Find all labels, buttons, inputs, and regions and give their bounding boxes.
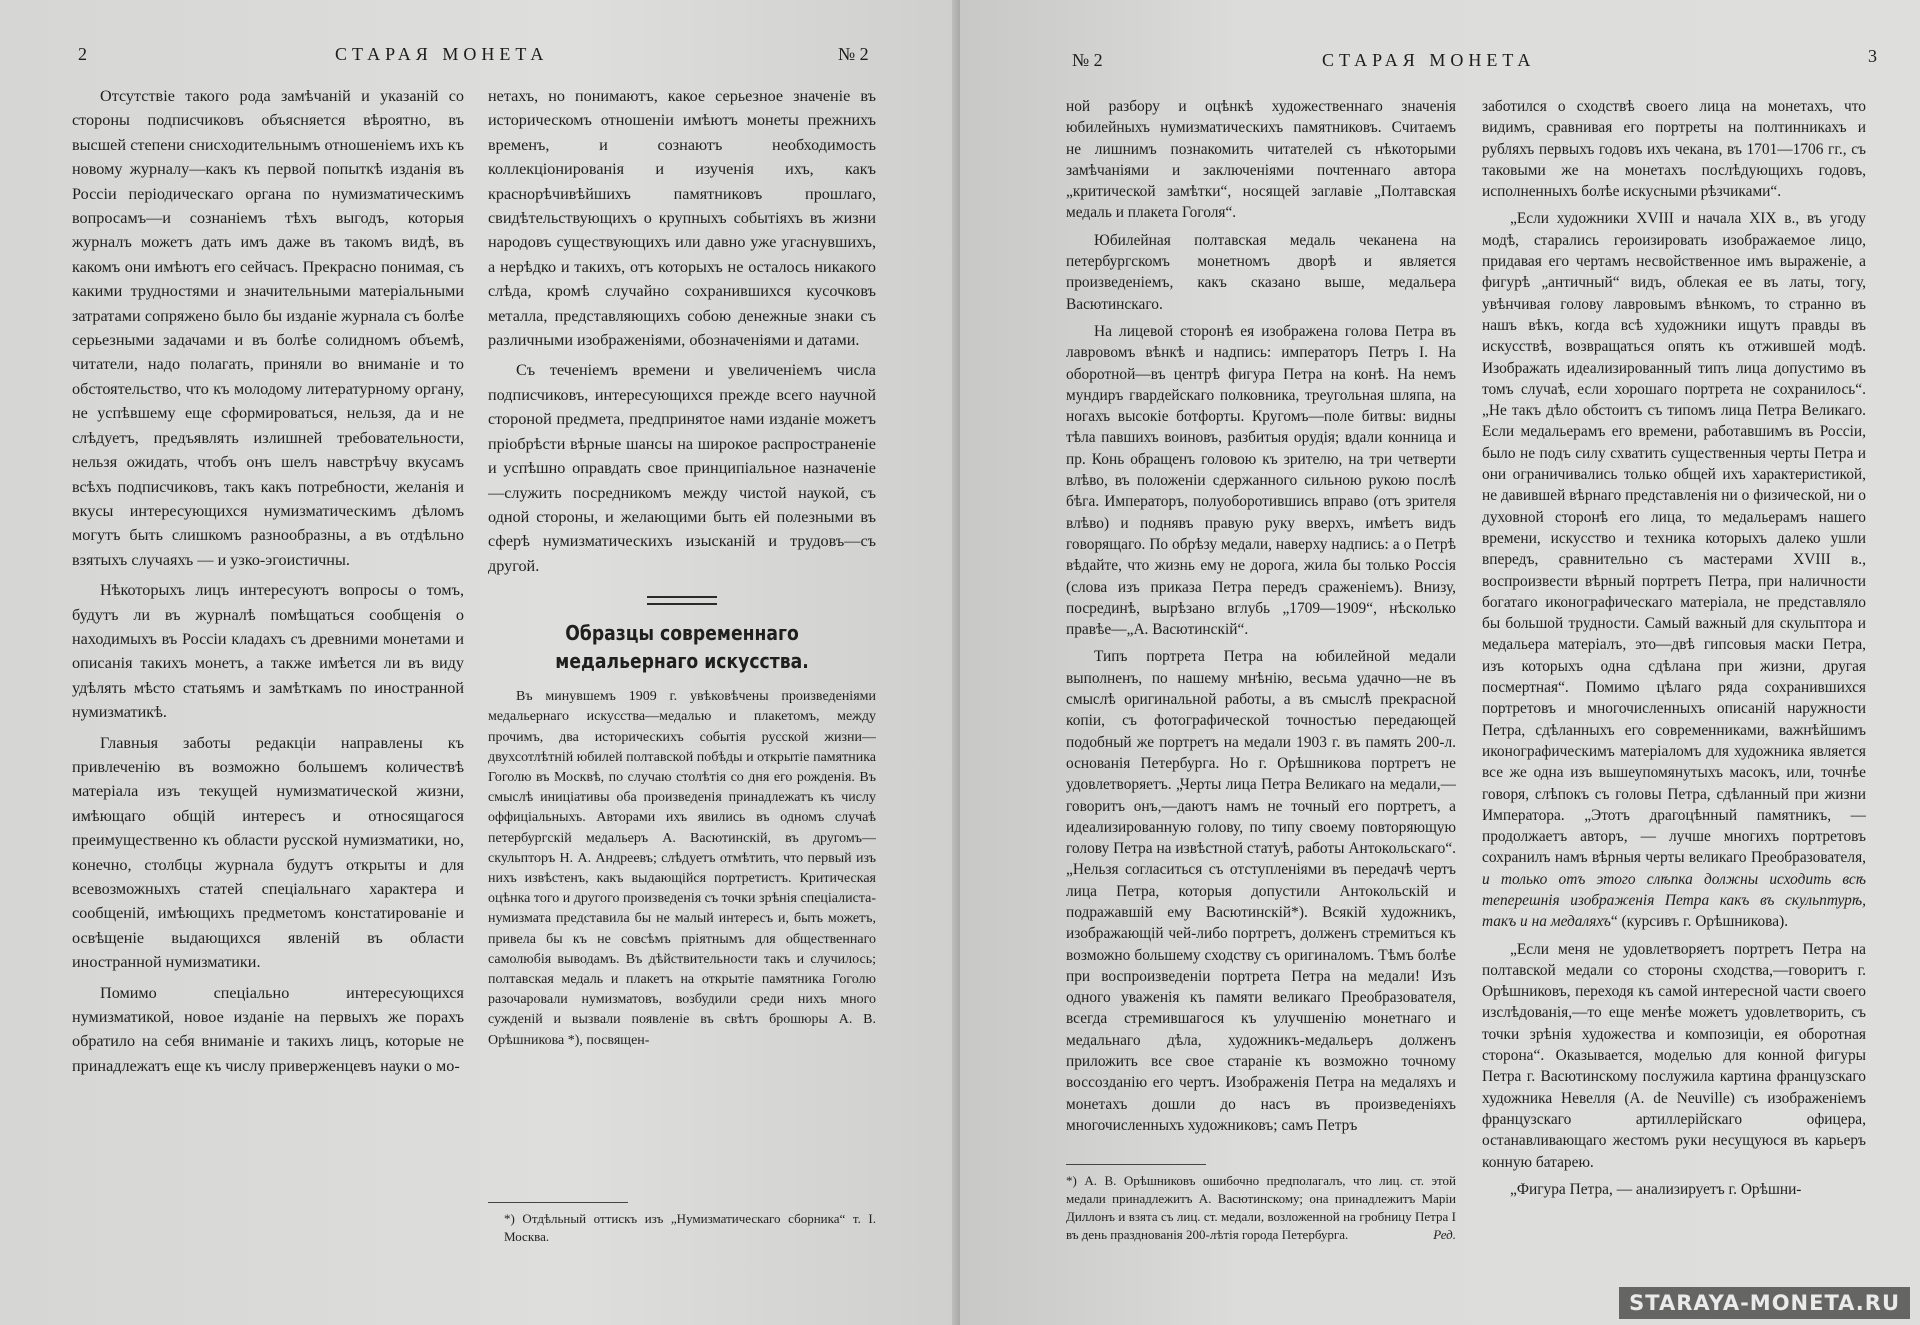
section-title: Образцы современнаго медальернаго искусства. [555, 621, 809, 674]
footnote-rule [488, 1202, 628, 1203]
running-title: СТАРАЯ МОНЕТА [335, 44, 549, 64]
issue-number: № 2 [1072, 50, 1103, 70]
paragraph: Юбилейная полтавская медаль чеканена на петербургскомъ монетномъ дворѣ и является произведеніемъ, какъ сказано выше, медальера Васютинскаго. [1066, 231, 1456, 313]
paragraph-text: „Если художники XVIII и начала XIX в., въ угоду модѣ, старались героизировать изображаемое лицо, придавая его чертамъ несвойственное имъ выраженіе, а фигурѣ „античный“ видъ, облекая ее въ латы, тогу, увѣнчивая голову лавровымъ вѣнкомъ, то странно въ нашъ вѣкъ, когда всѣ художники ищутъ правды въ искусствѣ, возвращаться опять къ отжившей модѣ. Изображать идеализированный типъ лица допустимо въ томъ случаѣ, если хорошаго портрета не сохранилось“. „Не такъ дѣло обстоитъ съ типомъ лица Петра Великаго. Если медальерамъ его времени, работавшимъ въ Россіи, было не подъ силу схватить существенныя черты Петра и они ограничивались только общей ихъ характеристикой, не давившей вѣрнаго представленія ни о физической, ни о духовной сторонѣ его лица, то медальерамъ нашего времени, искусство и техника которыхъ далеко ушли впередъ, сравнительно съ мастерами XVIII в., воспроизвести вѣрный портретъ Петра, при наличности богатаго иконографическаго матеріала, не представляло бы большой трудности. Самый важный для скульптора и медальера матеріалъ, это—двѣ гипсовыя маски Петра, изъ которыхъ одна сдѣлана при жизни, другая посмертная“. Помимо цѣлаго ряда сохранившихся портретовъ и многочисленныхъ описаній наружности Петра, сдѣланныхъ его современниками, важнѣйшимъ иконографическимъ матеріаломъ для художника является все же одна изъ вышеупомянутыхъ масокъ, или, точнѣе говоря, слѣпокъ съ головы Петра, сдѣланный при жизни Императора. „Этотъ драгоцѣнный памятникъ, — продолжаетъ авторъ, — лучше многихъ портретовъ сохранилъ намъ вѣрныя черты великаго Преобразователя, [1482, 210, 1866, 867]
page-number: 2 [78, 44, 87, 64]
paragraph: Отсутствіе такого рода замѣчаній и указаній со стороны подписчиковъ объясняется вѣроятно, въ высшей степени снисходительнымъ отношеніемъ ихъ къ новому журналу—какъ къ первой попыткѣ изданія въ Россіи періодическаго органа по нумизматическимъ вопросамъ—и сознаніемъ тѣхъ выгодъ, которыя журналъ можетъ дать имъ даже въ такомъ видѣ, въ какомъ они имѣютъ его сейчасъ. Прекрасно понимая, съ какими трудностями и значительными матеріальными затратами сопряжено было бы изданіе журнала съ болѣе серьезными задачами и въ болѣе солидномъ объемѣ, читатели, надо полагать, приняли во вниманіе и то обстоятельство, что къ молодому литературному органу, не успѣвшему еще сформироваться, нельзя, да и не слѣдуетъ, предъявлять излишней требовательности, нельзя ожидать, чтобъ онъ шелъ навстрѣчу вкусамъ всѣхъ подписчиковъ, такъ какъ потребности, желанія и вкусы интересующихся нумизматическимъ дѣломъ могутъ быть слишкомъ разнообразны, а въ отдѣльно взятыхъ случаяхъ — и узко-эгоистичны. [72, 87, 464, 569]
issue-number: № 2 [838, 44, 869, 64]
editor-mark: Ред. [1433, 1227, 1456, 1242]
italic-emphasis: и только отъ этого слѣпка должны исходить всѣ теперешнія изображенія Петра какъ въ скульптурѣ, такъ и на медаляхъ [1482, 870, 1866, 931]
footnote-text: *) А. В. Орѣшниковъ ошибочно предполагалъ, что лиц. ст. этой медали принадлежитъ А. Васютинскому; она принадлежитъ Маріи Диллонъ и взята съ лиц. ст. медали, возложенной на гробницу Петра I въ день празднованія 200-лѣтія города Петербурга. [1066, 1173, 1456, 1242]
paragraph: Въ минувшемъ 1909 г. увѣковѣчены произведеніями медальернаго искусства—медалью и плакетомъ, между прочимъ, два историческихъ событія русской жизни—двухсотлѣтній юбилей полтавской побѣды и открытіе памятника Гоголю въ Москвѣ, по случаю столѣтія со дня его рожденія. Въ смыслѣ иниціативы оба произведенія принадлежатъ къ числу оффиціальныхъ. Авторами ихъ явились въ одномъ случаѣ петербургскій медальеръ А. Васютинскій, въ другомъ—скульпторъ Н. А. Андреевъ; слѣдуетъ отмѣтить, что первый изъ нихъ извѣстенъ, какъ выдающійся портретистъ. Критическая оцѣнка того и другого произведенія съ точки зрѣнія спеціалиста-нумизмата представила бы не малый интересъ и, быть можетъ, привела бы къ не совсѣмъ пріятнымъ для общественнаго самолюбія выводамъ. Въ дѣйствительности такъ и случилось; полтавская медаль и плакетъ на открытіе памятника Гоголю разочаровали нумизматовъ, возбудили среди нихъ много сужденій и вызвали появленіе въ свѣтъ брошюры А. В. Орѣшникова *), посвящен- [488, 689, 876, 1048]
right-column-1 [1066, 96, 1456, 1156]
paragraph: „Фигура Петра, — анализируетъ г. Орѣшни- [1510, 1180, 1802, 1198]
footnote: *) Отдѣльный оттискъ изъ „Нумизматическаго сборника“ т. I. Москва. [504, 1211, 876, 1244]
left-column-1 [72, 84, 464, 1314]
paragraph-tail: “ (курсивъ г. Орѣшникова). [1610, 913, 1789, 931]
paragraph: ной разбору и оцѣнкѣ художественнаго значенія юбилейныхъ нумизматическихъ памятниковъ. Считаемъ не лишнимъ познакомить читателей съ нѣкоторыми замѣчаніями и заключеніями почтеннаго автора „критической замѣтки“, носящей заглавіе „Полтавская медаль и плакета Гоголя“. [1066, 98, 1456, 222]
paragraph: Помимо спеціально интересующихся нумизматикой, новое изданіе на первыхъ же порахъ обратило на себя вниманіе и такихъ лицъ, которые не принадлежатъ еще къ числу приверженцевъ науки о мо- [72, 983, 464, 1075]
footnote [1066, 1172, 1456, 1244]
paragraph: Типъ портрета Петра на юбилейной медали выполненъ, по нашему мнѣнію, весьма удачно—не въ смыслѣ оригинальной работы, а въ смыслѣ прекрасной копіи, съ фотографической точностью передающей подобный же портретъ на медали 1903 г. въ память 200-л. основанія Петербурга. Но г. Орѣшникова портретъ не удовлетворяетъ. „Черты лица Петра Великаго на медали,—говоритъ онъ,—даютъ намъ не точный его портретъ, а идеализированную голову, по типу своему повторяющую голову Петра на извѣстной статуѣ, работы Антокольскаго“. „Нельзя согласиться съ отступленіями въ передачѣ чертъ лица Петра, которыя допустили Антокольскій и подражавшій ему Васютинскій*). Всякій художникъ, изображающій чей-либо портретъ, долженъ стремиться къ возможно большему сходству съ оригиналомъ. Тѣмъ болѣе при воспроизведеніи портрета Петра на медали! Изъ одного уваженія къ памяти великаго Преобразователя, всегда стремившагося къ улучшенію монетнаго и медальнаго дѣла, художникъ-медальеръ долженъ приложить все свое стараніе къ возможно точному воссозданію его чертъ. Изображенія Петра на медаляхъ и монетахъ дошли до насъ въ произведеніяхъ многочисленныхъ художниковъ; самъ Петръ [1066, 648, 1456, 1134]
paragraph-with-emphasis [1482, 208, 1866, 932]
paragraph: нетахъ, но понимаютъ, какое серьезное значеніе въ историческомъ отношеніи имѣютъ монеты прежнихъ временъ, и сознаютъ необходимость коллекціонированія и изученія ихъ, какъ краснорѣчивѣйшихъ памятниковъ прошлаго, свидѣтельствующихъ о крупныхъ событіяхъ въ жизни народовъ существующихъ или давно уже угаснувшихъ, а нерѣдко и такихъ, отъ которыхъ не осталось никакого слѣда, кромѣ случайно сохранившихся кусочковъ металла, представляющихъ собою денежные знаки съ различными изображеніями, обозначеніями и датами. [488, 87, 876, 350]
paragraph: „Если меня не удовлетворяетъ портретъ Петра на полтавской медали со стороны сходства,—говоритъ г. Орѣшниковъ, переходя къ самой интересной части своего изслѣдованія,—то еще менѣе можетъ удовлетворить, съ точки зрѣнія художества и композиціи, ея оборотная сторона“. Оказывается, моделью для конной фигуры Петра г. Васютинскому послужила картина французскаго художника Невелля (A. de Neuville) съ изображеніемъ французскаго артиллерійскаго офицера, останавливающаго жестомъ руки несущуюся въ карьеръ конную батарею. [1482, 940, 1866, 1171]
running-title: СТАРАЯ МОНЕТА [1322, 50, 1536, 70]
section-divider [647, 596, 717, 605]
footnote-rule [1066, 1164, 1206, 1165]
right-page [960, 0, 1920, 1325]
paragraph: На лицевой сторонѣ ея изображена голова Петра въ лавровомъ вѣнкѣ и надпись: императоръ Петръ I. На оборотной—въ центрѣ фигура Петра на конѣ. На немъ мундиръ гвардейскаго полковника, треугольная шляпа, на ногахъ высокіе ботфорты. Кругомъ—поле битвы: видны тѣла павшихъ воиновъ, разбитыя орудія; вдали конница и пр. Конь обращенъ головою къ зрителю, на три четверти влѣво, въ положеніи сдержанного сильною рукою послѣ бѣга. Императоръ, полуоборотившись вправо (отъ зрителя влѣво) и поднявъ правую руку вверхъ, имѣетъ видъ говорящаго. По обрѣзу медали, наверху надпись: а о Петрѣ вѣдайте, что жизнь ему не дорога, жила бы только Россія (слова изъ приказа Петра передъ сраженіемъ). Внизу, посрединѣ, вырѣзано вглубь „1709—1909“, нѣсколько правѣе—„А. Васютинскій“. [1066, 322, 1456, 639]
right-column-2 [1482, 96, 1866, 1314]
site-watermark: STARAYA-MONETA.RU [1619, 1287, 1910, 1319]
paragraph: Съ теченіемъ времени и увеличеніемъ числа подписчиковъ, интересующихся прежде всего научной стороной предмета, предпринятое нами изданіе можетъ пріобрѣсти вѣрные шансы на широкое распространеніе и успѣшно оправдать свое принципіальное назначеніе—служить посредникомъ между чистой наукой, съ одной стороны, и желающими быть ей полезными въ сферѣ нумизматическихъ изысканій и трудовъ—съ другой. [488, 361, 876, 575]
page-number: 3 [1868, 46, 1877, 66]
paragraph: заботился о сходствѣ своего лица на монетахъ, что видимъ, сравнивая его портреты на полтинникахъ и рубляхъ первыхъ годовъ ихъ чекана, въ 1701—1706 гг., съ таковыми же на монетахъ послѣдующихъ годовъ, исполненныхъ болѣе искусными рѣзчиками“. [1482, 98, 1866, 201]
paragraph: Главныя заботы редакціи направлены къ привлеченію въ возможно большемъ количествѣ матеріала изъ текущей нумизматической жизни, имѣющаго общій интересъ и относящагося преимущественно къ области русской нумизматики, но, конечно, столбцы журнала будутъ открыты и для всевозможныхъ статей спеціальнаго характера и сообщеній, имѣющихъ предметомъ констатированіе и освѣщеніе выдающихся явленій въ области иностранной нумизматики. [72, 733, 464, 972]
left-column-2 [488, 84, 876, 1219]
paragraph: Нѣкоторыхъ лицъ интересуютъ вопросы о томъ, будутъ ли въ журналѣ помѣщаться сообщенія о находимыхъ въ Россіи кладахъ съ древними монетами и описанія такихъ монетъ, а также имѣется ли въ виду удѣлять мѣсто статьямъ и замѣткамъ по иностранной нумизматикѣ. [72, 581, 464, 722]
